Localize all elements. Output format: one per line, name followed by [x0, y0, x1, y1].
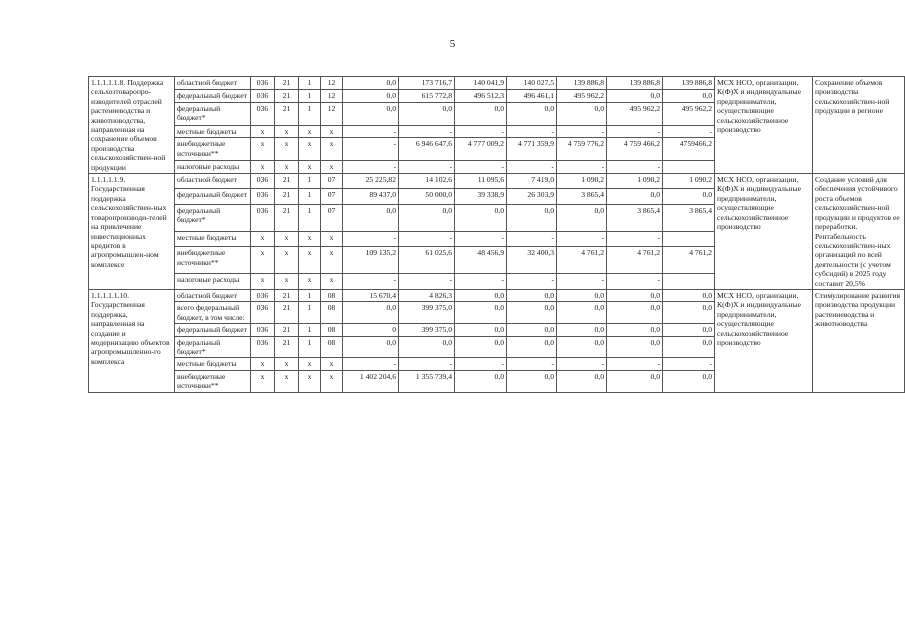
- amount-cell: 6 946 647,6: [399, 138, 455, 161]
- grbs-code-cell: 036: [251, 336, 275, 358]
- subprogram-code-cell: х: [299, 358, 321, 370]
- csr-code-cell: х: [321, 138, 343, 161]
- amount-cell: 0,0: [399, 102, 455, 125]
- amount-cell: -: [455, 161, 507, 174]
- amount-cell: [663, 274, 715, 289]
- rz-code-cell: х: [275, 358, 299, 370]
- grbs-code-cell: х: [251, 125, 275, 138]
- subprogram-code-cell: 1: [299, 204, 321, 231]
- amount-cell: 109 135,2: [343, 247, 399, 274]
- amount-cell: -: [607, 161, 663, 174]
- amount-cell: 0,0: [507, 204, 557, 231]
- grbs-code-cell: 036: [251, 302, 275, 324]
- rz-code-cell: х: [275, 247, 299, 274]
- amount-cell: 0,0: [455, 302, 507, 324]
- amount-cell: 496 461,1: [507, 89, 557, 102]
- amount-cell: 1 090,2: [663, 174, 715, 189]
- amount-cell: 0,0: [507, 324, 557, 336]
- expected-result-cell: Сохранение объемов производства сельскохозяйствен-ной продукции в регионе: [813, 77, 905, 174]
- amount-cell: 0,0: [455, 289, 507, 301]
- funding-source-cell: федеральный бюджет*: [175, 102, 251, 125]
- amount-cell: -: [557, 231, 607, 246]
- amount-cell: -: [343, 274, 399, 289]
- rz-code-cell: 21: [275, 289, 299, 301]
- amount-cell: 4 761,2: [607, 247, 663, 274]
- amount-cell: 140 041,9: [455, 77, 507, 90]
- subprogram-code-cell: х: [299, 274, 321, 289]
- amount-cell: -: [455, 231, 507, 246]
- amount-cell: 48 456,9: [455, 247, 507, 274]
- amount-cell: -: [343, 161, 399, 174]
- amount-cell: 495 962,2: [663, 102, 715, 125]
- amount-cell: 4 826,3: [399, 289, 455, 301]
- funding-source-cell: областной бюджет: [175, 77, 251, 90]
- grbs-code-cell: 036: [251, 77, 275, 90]
- amount-cell: -: [399, 231, 455, 246]
- amount-cell: 0,0: [557, 102, 607, 125]
- subprogram-code-cell: х: [299, 370, 321, 392]
- funding-source-cell: федеральный бюджет: [175, 189, 251, 204]
- funding-source-cell: внебюджетные источники**: [175, 138, 251, 161]
- csr-code-cell: х: [321, 358, 343, 370]
- amount-cell: -: [343, 231, 399, 246]
- amount-cell: 399 375,0: [399, 302, 455, 324]
- amount-cell: 0,0: [455, 324, 507, 336]
- subprogram-code-cell: 1: [299, 174, 321, 189]
- amount-cell: 0,0: [507, 336, 557, 358]
- expected-result-cell: Создание условий для обеспечения устойчивого роста объемов сельскохозяйствен-ной продукции и продуктов ее переработки. Рентабельность сельскохозяйствен-ных организаций по всей деятельности (с учетом субсидий) в 2025 году составит 20,5%: [813, 174, 905, 290]
- amount-cell: 173 716,7: [399, 77, 455, 90]
- amount-cell: 1 090,2: [607, 174, 663, 189]
- funding-source-cell: налоговые расходы: [175, 161, 251, 174]
- table-row: [89, 289, 905, 301]
- grbs-code-cell: х: [251, 370, 275, 392]
- amount-cell: -: [507, 274, 557, 289]
- grbs-code-cell: х: [251, 161, 275, 174]
- amount-cell: 0,0: [343, 204, 399, 231]
- amount-cell: 3 865,4: [607, 204, 663, 231]
- rz-code-cell: 21: [275, 174, 299, 189]
- funding-source-cell: внебюджетные источники**: [175, 370, 251, 392]
- amount-cell: 0,0: [663, 370, 715, 392]
- amount-cell: 0,0: [557, 324, 607, 336]
- amount-cell: -: [607, 125, 663, 138]
- csr-code-cell: х: [321, 125, 343, 138]
- amount-cell: -: [607, 274, 663, 289]
- amount-cell: 4 759 776,2: [557, 138, 607, 161]
- amount-cell: 0,0: [557, 289, 607, 301]
- subprogram-code-cell: х: [299, 247, 321, 274]
- amount-cell: 0,0: [607, 302, 663, 324]
- funding-source-cell: областной бюджет: [175, 174, 251, 189]
- amount-cell: 1 402 204,6: [343, 370, 399, 392]
- amount-cell: [663, 161, 715, 174]
- amount-cell: 26 303,9: [507, 189, 557, 204]
- amount-cell: 89 437,0: [343, 189, 399, 204]
- amount-cell: 0,0: [343, 77, 399, 90]
- csr-code-cell: 12: [321, 89, 343, 102]
- rz-code-cell: 21: [275, 302, 299, 324]
- csr-code-cell: 07: [321, 174, 343, 189]
- amount-cell: 0,0: [399, 204, 455, 231]
- amount-cell: 39 338,9: [455, 189, 507, 204]
- subprogram-code-cell: 1: [299, 77, 321, 90]
- grbs-code-cell: х: [251, 274, 275, 289]
- grbs-code-cell: 036: [251, 89, 275, 102]
- rz-code-cell: 21: [275, 189, 299, 204]
- amount-cell: -: [557, 274, 607, 289]
- csr-code-cell: 08: [321, 302, 343, 324]
- amount-cell: 615 772,8: [399, 89, 455, 102]
- amount-cell: -: [507, 231, 557, 246]
- csr-code-cell: х: [321, 161, 343, 174]
- amount-cell: 1 355 739,4: [399, 370, 455, 392]
- amount-cell: -: [607, 231, 663, 246]
- rz-code-cell: х: [275, 274, 299, 289]
- amount-cell: 0,0: [663, 302, 715, 324]
- amount-cell: 0,0: [663, 189, 715, 204]
- subprogram-code-cell: 1: [299, 189, 321, 204]
- amount-cell: 0,0: [455, 336, 507, 358]
- amount-cell: 0: [343, 324, 399, 336]
- subprogram-code-cell: х: [299, 161, 321, 174]
- grbs-code-cell: 036: [251, 289, 275, 301]
- amount-cell: 3 865,4: [557, 189, 607, 204]
- amount-cell: 0,0: [507, 302, 557, 324]
- subprogram-code-cell: 1: [299, 102, 321, 125]
- amount-cell: -: [507, 161, 557, 174]
- amount-cell: 4 761,2: [663, 247, 715, 274]
- csr-code-cell: 07: [321, 204, 343, 231]
- amount-cell: 0,0: [607, 289, 663, 301]
- rz-code-cell: 21: [275, 204, 299, 231]
- csr-code-cell: 07: [321, 189, 343, 204]
- rz-code-cell: 21: [275, 324, 299, 336]
- amount-cell: 0,0: [343, 102, 399, 125]
- amount-cell: 61 025,6: [399, 247, 455, 274]
- amount-cell: 0,0: [399, 336, 455, 358]
- amount-cell: -: [399, 161, 455, 174]
- measure-name-cell: 1.1.1.1.1.8. Поддержка сельхозтоваропро-изводителей отраслей растениеводства и животноводства, направленная на сохранение объемов производства сельскохозяйствен-ной продукции: [89, 77, 175, 174]
- rz-code-cell: 21: [275, 336, 299, 358]
- csr-code-cell: 12: [321, 102, 343, 125]
- amount-cell: 0,0: [557, 336, 607, 358]
- amount-cell: 139 886,8: [557, 77, 607, 90]
- funding-source-cell: всего федеральный бюджет, в том числе:: [175, 302, 251, 324]
- amount-cell: 4759466,2: [663, 138, 715, 161]
- subprogram-code-cell: 1: [299, 302, 321, 324]
- amount-cell: 11 095,6: [455, 174, 507, 189]
- amount-cell: 0,0: [557, 302, 607, 324]
- csr-code-cell: х: [321, 231, 343, 246]
- amount-cell: -: [343, 138, 399, 161]
- amount-cell: 140 027,5: [507, 77, 557, 90]
- csr-code-cell: х: [321, 370, 343, 392]
- amount-cell: 4 777 009,2: [455, 138, 507, 161]
- amount-cell: -: [455, 358, 507, 370]
- grbs-code-cell: 036: [251, 204, 275, 231]
- grbs-code-cell: х: [251, 138, 275, 161]
- funding-source-cell: федеральный бюджет*: [175, 336, 251, 358]
- amount-cell: 0,0: [557, 204, 607, 231]
- amount-cell: 50 000,0: [399, 189, 455, 204]
- grbs-code-cell: 036: [251, 324, 275, 336]
- amount-cell: -: [663, 125, 715, 138]
- funding-source-cell: федеральный бюджет: [175, 324, 251, 336]
- csr-code-cell: 12: [321, 77, 343, 90]
- amount-cell: 0,0: [663, 289, 715, 301]
- amount-cell: -: [557, 161, 607, 174]
- funding-source-cell: местные бюджеты: [175, 231, 251, 246]
- amount-cell: 0,0: [455, 204, 507, 231]
- funding-source-cell: федеральный бюджет*: [175, 204, 251, 231]
- amount-cell: 14 102,6: [399, 174, 455, 189]
- amount-cell: 25 225,82: [343, 174, 399, 189]
- amount-cell: 0,0: [663, 324, 715, 336]
- funding-table: [88, 76, 905, 393]
- amount-cell: -: [557, 125, 607, 138]
- amount-cell: 0,0: [343, 302, 399, 324]
- amount-cell: 7 419,0: [507, 174, 557, 189]
- amount-cell: 495 962,2: [607, 102, 663, 125]
- amount-cell: 0,0: [343, 336, 399, 358]
- rz-code-cell: х: [275, 161, 299, 174]
- amount-cell: 496 512,3: [455, 89, 507, 102]
- amount-cell: 1 090,2: [557, 174, 607, 189]
- executor-cell: МСХ НСО, организации, К(Ф)Х и индивидуальные предприниматели, осуществляющие сельскохозяйственное производство: [715, 174, 813, 290]
- funding-source-cell: местные бюджеты: [175, 125, 251, 138]
- funding-source-cell: налоговые расходы: [175, 274, 251, 289]
- grbs-code-cell: х: [251, 358, 275, 370]
- csr-code-cell: 08: [321, 324, 343, 336]
- page-number: 5: [449, 38, 456, 50]
- funding-source-cell: внебюджетные источники**: [175, 247, 251, 274]
- amount-cell: 0,0: [663, 336, 715, 358]
- subprogram-code-cell: х: [299, 125, 321, 138]
- grbs-code-cell: х: [251, 247, 275, 274]
- csr-code-cell: х: [321, 274, 343, 289]
- subprogram-code-cell: 1: [299, 289, 321, 301]
- amount-cell: [663, 231, 715, 246]
- funding-source-cell: областной бюджет: [175, 289, 251, 301]
- amount-cell: -: [607, 358, 663, 370]
- amount-cell: 0,0: [607, 89, 663, 102]
- funding-source-cell: местные бюджеты: [175, 358, 251, 370]
- amount-cell: 4 759 466,2: [607, 138, 663, 161]
- rz-code-cell: х: [275, 125, 299, 138]
- amount-cell: 0,0: [507, 289, 557, 301]
- amount-cell: -: [343, 358, 399, 370]
- subprogram-code-cell: х: [299, 231, 321, 246]
- table-body: [89, 77, 905, 393]
- amount-cell: 4 761,2: [557, 247, 607, 274]
- amount-cell: 0,0: [455, 102, 507, 125]
- rz-code-cell: 21: [275, 89, 299, 102]
- amount-cell: 0,0: [507, 370, 557, 392]
- rz-code-cell: 21: [275, 77, 299, 90]
- amount-cell: -: [455, 274, 507, 289]
- amount-cell: 0,0: [455, 370, 507, 392]
- grbs-code-cell: 036: [251, 189, 275, 204]
- amount-cell: 0,0: [343, 89, 399, 102]
- csr-code-cell: х: [321, 247, 343, 274]
- amount-cell: 3 865,4: [663, 204, 715, 231]
- table-row: [89, 174, 905, 189]
- amount-cell: -: [399, 358, 455, 370]
- subprogram-code-cell: 1: [299, 324, 321, 336]
- amount-cell: 0,0: [607, 370, 663, 392]
- rz-code-cell: х: [275, 138, 299, 161]
- rz-code-cell: х: [275, 231, 299, 246]
- amount-cell: 0,0: [663, 89, 715, 102]
- executor-cell: МСХ НСО, организации, К(Ф)Х и индивидуальные предприниматели, осуществляющие сельскохозяйственное производство: [715, 77, 813, 174]
- expected-result-cell: Стимулирование развития производства продукции растениеводства и животноводства: [813, 289, 905, 392]
- amount-cell: 399 375,0: [399, 324, 455, 336]
- amount-cell: 0,0: [607, 189, 663, 204]
- amount-cell: 0,0: [507, 102, 557, 125]
- amount-cell: 4 771 359,9: [507, 138, 557, 161]
- executor-cell: МСХ НСО, организации, К(Ф)Х и индивидуальные предприниматели, осуществляющие сельскохозяйственное производство: [715, 289, 813, 392]
- amount-cell: 0,0: [607, 324, 663, 336]
- subprogram-code-cell: 1: [299, 89, 321, 102]
- grbs-code-cell: х: [251, 231, 275, 246]
- amount-cell: 0,0: [607, 336, 663, 358]
- subprogram-code-cell: х: [299, 138, 321, 161]
- csr-code-cell: 08: [321, 336, 343, 358]
- amount-cell: -: [663, 358, 715, 370]
- amount-cell: 139 886,8: [607, 77, 663, 90]
- funding-source-cell: федеральный бюджет: [175, 89, 251, 102]
- rz-code-cell: 21: [275, 102, 299, 125]
- amount-cell: 495 962,2: [557, 89, 607, 102]
- amount-cell: -: [455, 125, 507, 138]
- amount-cell: -: [507, 358, 557, 370]
- amount-cell: 139 886,8: [663, 77, 715, 90]
- amount-cell: 32 400,3: [507, 247, 557, 274]
- measure-name-cell: 1.1.1.1.1.9. Государственная поддержка сельскохозяйствен-ных товаропроизводи-телей на привлечение инвестиционных кредитов в агропромышлен-ном комплексе: [89, 174, 175, 290]
- grbs-code-cell: 036: [251, 174, 275, 189]
- table-row: [89, 77, 905, 90]
- amount-cell: 15 670,4: [343, 289, 399, 301]
- amount-cell: -: [399, 125, 455, 138]
- grbs-code-cell: 036: [251, 102, 275, 125]
- amount-cell: -: [399, 274, 455, 289]
- amount-cell: -: [343, 125, 399, 138]
- csr-code-cell: 08: [321, 289, 343, 301]
- amount-cell: -: [507, 125, 557, 138]
- subprogram-code-cell: 1: [299, 336, 321, 358]
- amount-cell: -: [557, 358, 607, 370]
- measure-name-cell: 1.1.1.1.1.10. Государственная поддержка, направленная на создание и модернизацию объектов агропромышленно-го комплекса: [89, 289, 175, 392]
- amount-cell: 0,0: [557, 370, 607, 392]
- rz-code-cell: х: [275, 370, 299, 392]
